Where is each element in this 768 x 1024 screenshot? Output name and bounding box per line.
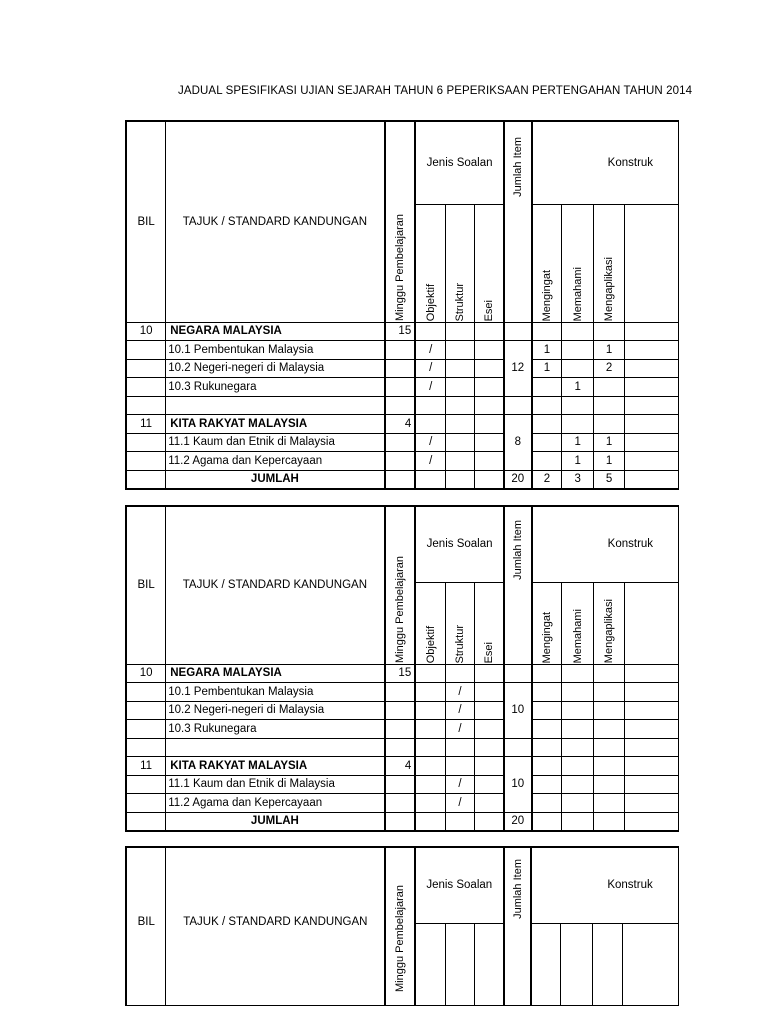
tajuk-header: TAJUK / STANDARD KANDUNGAN xyxy=(166,506,385,664)
tajuk-header: TAJUK / STANDARD KANDUNGAN xyxy=(166,121,385,322)
table-row: 10.3 Rukunegara / xyxy=(126,720,679,739)
minggu-header: Minggu Pembelajaran xyxy=(385,847,415,1005)
jenis-soalan-header: Jenis Soalan xyxy=(415,121,504,204)
jumlah-item-header: Jumlah Item xyxy=(504,847,532,1005)
table-row: 10.3 Rukunegara / 1 xyxy=(126,378,679,397)
objektif-header: Objektif xyxy=(415,582,445,664)
objektif-header: Objektif xyxy=(415,204,445,322)
table-row: 10 NEGARA MALAYSIA 15 xyxy=(126,664,679,683)
table-row: 11 KITA RAKYAT MALAYSIA 4 10 xyxy=(126,757,679,776)
table-row: 11.2 Agama dan Kepercayaan / xyxy=(126,794,679,813)
table-row: 10.2 Negeri-negeri di Malaysia / xyxy=(126,701,679,720)
tajuk-header: TAJUK / STANDARD KANDUNGAN xyxy=(166,847,385,1005)
konstruk-header: Konstruk xyxy=(531,847,678,923)
table-row: 11.1 Kaum dan Etnik di Malaysia / 1 1 xyxy=(126,433,679,452)
jumlah-item-header: Jumlah Item xyxy=(504,121,532,322)
mengaplikasi-header: Mengaplikasi xyxy=(594,204,625,322)
memahami-header: Memahami xyxy=(562,582,594,664)
table-row: 10 NEGARA MALAYSIA 15 xyxy=(126,322,679,341)
memahami-header: Memahami xyxy=(562,204,594,322)
total-row: JUMLAH 20 xyxy=(126,812,679,831)
minggu-header: Minggu Pembelajaran xyxy=(385,121,416,322)
table-row: 10.1 Pembentukan Malaysia / 12 1 1 xyxy=(126,341,679,360)
bil-header: BIL xyxy=(126,847,166,1005)
konstruk-header: Konstruk xyxy=(532,506,679,582)
table-row: 10.2 Negeri-negeri di Malaysia / 1 2 xyxy=(126,359,679,378)
jenis-soalan-header: Jenis Soalan xyxy=(415,506,504,582)
jumlah-item-header: Jumlah Item xyxy=(504,506,532,664)
table-row xyxy=(126,396,679,415)
bil-header: BIL xyxy=(126,121,166,322)
spec-table-3-viewport xyxy=(0,846,679,993)
bil-header: BIL xyxy=(126,506,166,664)
table-row xyxy=(126,738,679,757)
spec-table-2 xyxy=(125,505,679,832)
mengingat-header: Mengingat xyxy=(532,582,562,664)
table-row: 11.2 Agama dan Kepercayaan / 1 1 xyxy=(126,452,679,471)
jenis-soalan-header: Jenis Soalan xyxy=(415,847,504,923)
mengaplikasi-header: Mengaplikasi xyxy=(594,582,625,664)
page-title: JADUAL SPESIFIKASI UJIAN SEJARAH TAHUN 6 PEPERIKSAAN PERTENGAHAN TAHUN 2014 xyxy=(178,85,693,97)
esei-header: Esei xyxy=(474,582,504,664)
minggu-header: Minggu Pembelajaran xyxy=(385,506,416,664)
table-row: 11.1 Kaum dan Etnik di Malaysia / xyxy=(126,775,679,794)
esei-header: Esei xyxy=(474,204,504,322)
table-row: 11 KITA RAKYAT MALAYSIA 4 8 xyxy=(126,415,679,434)
konstruk-header: Konstruk xyxy=(532,121,679,204)
mengingat-header: Mengingat xyxy=(532,204,562,322)
struktur-header: Struktur xyxy=(446,204,475,322)
spec-table-1 xyxy=(125,120,679,490)
struktur-header: Struktur xyxy=(446,582,475,664)
spec-table-1-viewport xyxy=(0,120,679,490)
total-row: JUMLAH 20 2 3 5 xyxy=(126,470,679,489)
spec-table-2-viewport xyxy=(0,505,679,831)
spec-table-3 xyxy=(125,846,679,1006)
table-row: 10.1 Pembentukan Malaysia / 10 xyxy=(126,683,679,702)
